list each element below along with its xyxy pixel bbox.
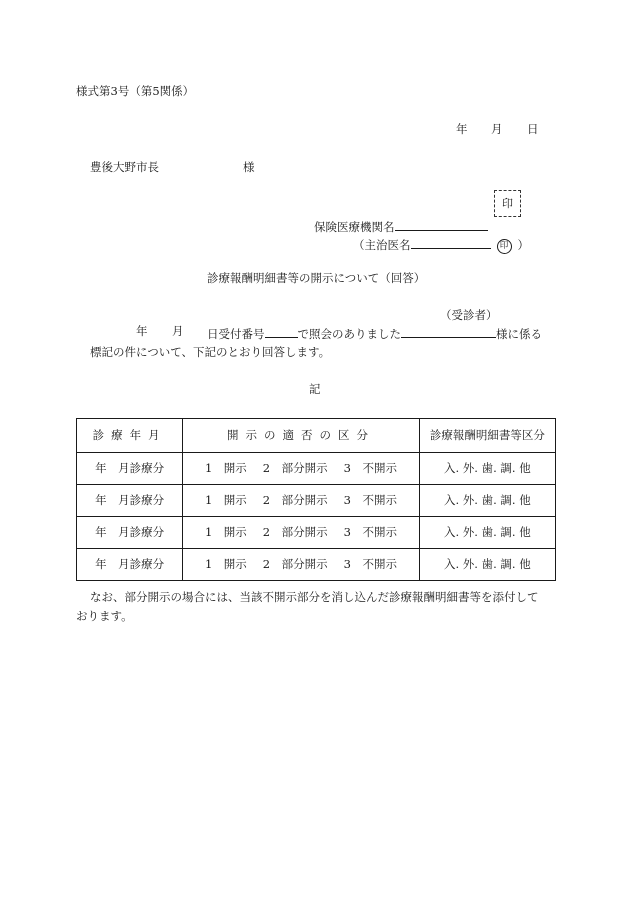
body-receipt-label bbox=[207, 326, 542, 341]
row-month: 年 月診療分 bbox=[77, 549, 183, 581]
body-month: 月 bbox=[172, 324, 184, 338]
row-category[interactable]: 入. 外. 歯. 調. 他 bbox=[419, 453, 555, 485]
regarding-text: 様に係る bbox=[496, 327, 542, 341]
form-number: 様式第3号（第5関係） bbox=[76, 84, 195, 98]
option-disclose[interactable]: 1 開示 bbox=[204, 524, 247, 539]
patient-name-field[interactable] bbox=[401, 326, 496, 338]
option-partial[interactable]: 2 部分開示 bbox=[262, 524, 328, 539]
inquiry-text: で照会のありました bbox=[297, 327, 401, 341]
receipt-number-label: 日受付番号 bbox=[207, 327, 265, 341]
row-options bbox=[183, 485, 419, 517]
row-category[interactable]: 入. 外. 歯. 調. 他 bbox=[419, 549, 555, 581]
addressee-name: 豊後大野市長 bbox=[90, 160, 159, 174]
page-title: 診療報酬明細書等の開示について（回答） bbox=[207, 271, 426, 285]
stamp-label: 印 bbox=[502, 197, 513, 210]
doctor-close-paren: ） bbox=[517, 238, 529, 252]
option-disclose[interactable]: 1 開示 bbox=[204, 492, 247, 507]
table-row bbox=[77, 549, 556, 581]
ki-heading: 記 bbox=[309, 382, 321, 396]
option-disclose[interactable]: 1 開示 bbox=[204, 556, 247, 571]
option-nondisclose[interactable]: 3 不開示 bbox=[343, 460, 397, 475]
row-month: 年 月診療分 bbox=[77, 453, 183, 485]
date-day: 日 bbox=[527, 122, 539, 136]
addressee-honorific: 様 bbox=[243, 160, 255, 174]
row-options bbox=[183, 453, 419, 485]
body-line-2: 標記の件について、下記のとおり回答します。 bbox=[90, 345, 331, 359]
doctor-name-label: （主治医名 bbox=[353, 238, 411, 252]
option-nondisclose[interactable]: 3 不開示 bbox=[343, 524, 397, 539]
option-nondisclose[interactable]: 3 不開示 bbox=[343, 556, 397, 571]
date-year: 年 bbox=[456, 122, 468, 136]
row-category[interactable]: 入. 外. 歯. 調. 他 bbox=[419, 517, 555, 549]
note-line-2: おります。 bbox=[76, 609, 133, 623]
table-row bbox=[77, 485, 556, 517]
option-partial[interactable]: 2 部分開示 bbox=[262, 556, 328, 571]
note-line-1: なお、部分開示の場合には、当該不開示部分を消し込んだ診療報酬明細書等を添付して bbox=[90, 590, 539, 604]
date-month: 月 bbox=[491, 122, 503, 136]
header-treatment-month: 診療年月 bbox=[77, 419, 183, 453]
receipt-number-field[interactable] bbox=[265, 326, 298, 338]
body-year: 年 bbox=[136, 324, 148, 338]
table-header-row bbox=[77, 419, 556, 453]
doctor-name-field[interactable] bbox=[411, 237, 491, 249]
row-options bbox=[183, 549, 419, 581]
institution-name-line bbox=[314, 219, 488, 234]
institution-name-label: 保険医療機関名 bbox=[314, 220, 395, 234]
seal-mark: 印 bbox=[497, 239, 512, 254]
stamp-box bbox=[494, 190, 521, 217]
table-row bbox=[77, 453, 556, 485]
patient-label: （受診者） bbox=[440, 308, 498, 322]
header-statement-category: 診療報酬明細書等区分 bbox=[419, 419, 555, 453]
doctor-name-line bbox=[353, 237, 529, 254]
table-row bbox=[77, 517, 556, 549]
option-partial[interactable]: 2 部分開示 bbox=[262, 492, 328, 507]
disclosure-table bbox=[76, 418, 556, 581]
option-nondisclose[interactable]: 3 不開示 bbox=[343, 492, 397, 507]
option-partial[interactable]: 2 部分開示 bbox=[262, 460, 328, 475]
row-options bbox=[183, 517, 419, 549]
header-disclosure-category: 開示の適否の区分 bbox=[183, 419, 419, 453]
institution-name-field[interactable] bbox=[395, 219, 488, 231]
row-month: 年 月診療分 bbox=[77, 485, 183, 517]
option-disclose[interactable]: 1 開示 bbox=[204, 460, 247, 475]
row-month: 年 月診療分 bbox=[77, 517, 183, 549]
row-category[interactable]: 入. 外. 歯. 調. 他 bbox=[419, 485, 555, 517]
